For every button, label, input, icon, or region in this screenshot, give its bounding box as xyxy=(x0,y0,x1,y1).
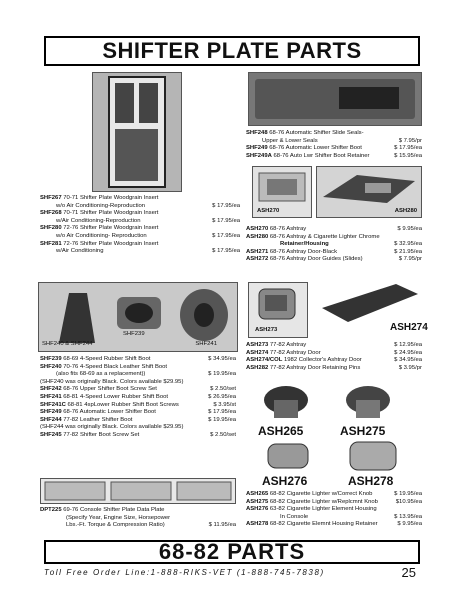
boots-list xyxy=(40,356,236,440)
list-item: w/Air Conditioning $ 17.95/ea xyxy=(56,248,240,255)
ashtray-door-panel-image xyxy=(318,278,422,324)
list-item: SHF241 68-81 4-Speed Lower Rubber Shift Boot $ 26.95/ea xyxy=(40,393,236,400)
list-item: Retainer/Housing $ 32.95/ea xyxy=(280,241,422,248)
ashtray-door-photo-b xyxy=(318,278,428,338)
photo-label: ASH280 xyxy=(394,208,417,215)
ashtray-photo-right xyxy=(316,166,422,218)
toll-free-line: Toll Free Order Line:1-888-RIKS-VET (1-888-745-7838) xyxy=(44,568,325,577)
data-plate-image xyxy=(41,479,235,503)
list-item: ASH270 68-76 Ashtray $ 9.95/ea xyxy=(246,226,422,232)
list-item: SHF239 68-69 4-Speed Rubber Shift Boot $ 34.95/ea xyxy=(40,356,236,362)
list-item: w/o Air Conditioning-Reproduction $ 17.95/ea xyxy=(56,202,240,209)
ashtray-door-photo-a xyxy=(248,282,308,338)
list-item: ASH280 68-76 Ashtray & Cigarette Lighter Chrome xyxy=(246,233,380,240)
list-item: SHF249A 68-76 Auto Lwr Shifter Boot Retainer $ 15.95/ea xyxy=(246,152,422,159)
list-item: ASH265 68-82 Cigarette Lighter w/Correct Knob $ 19.95/ea xyxy=(246,491,422,497)
list-item: SHF244 77-82 Leather Shifter Boot $ 19.95/ea xyxy=(40,416,236,423)
photo-label: ASH276 xyxy=(262,474,308,488)
lighter-photos xyxy=(246,378,422,488)
footer-title-box xyxy=(44,540,420,564)
photo-label: ASH274 xyxy=(390,322,428,333)
list-item: (Specify Year, Engine Size, Horsepower xyxy=(66,514,171,521)
list-item: ASH272 68-76 Ashtray Door Guides (Slides) $ 7.95/pr xyxy=(246,256,422,263)
list-item: ASH273 77-82 Ashtray $ 12.95/ea xyxy=(246,342,422,348)
list-item: (SHF240 was originally Black. Colors available $29.95) xyxy=(40,378,184,385)
slide-seal-image xyxy=(249,73,421,125)
list-item: w/Air Conditioning-Reproduction $ 17.95/ea xyxy=(56,217,240,224)
footer-title: 68-82 PARTS xyxy=(158,539,306,564)
photo-label: SHF240 & SHF244 xyxy=(42,341,93,348)
list-item: In Console $ 13.95/ea xyxy=(280,513,422,520)
list-item: ASH274/COL 1982 Collector's Ashtray Door $ 34.95/ea xyxy=(246,357,422,364)
page-title-box xyxy=(44,36,420,66)
photo-label: ASH278 xyxy=(348,474,394,488)
photo-label: SHF239 xyxy=(123,331,145,337)
list-item: SHF249 68-76 Automatic Lower Shifter Boot $ 17.95/ea xyxy=(40,409,236,416)
slide-seal-photo xyxy=(248,72,422,126)
list-item: Upper & Lower Seals $ 7.95/pr xyxy=(262,137,422,144)
list-item: ASH278 68-82 Cigarette Elemnt Housing Retainer $ 9.95/ea xyxy=(246,521,422,528)
list-item: SHF249 68-76 Automatic Lower Shifter Boot $ 17.95/ea xyxy=(246,145,422,152)
list-item: ASH271 68-76 Ashtray Door-Black $ 21.95/ea xyxy=(246,248,422,255)
ashtray-door-image xyxy=(249,283,307,325)
list-item: (SHF244 was originally Black. Colors available $29.95) xyxy=(40,424,184,431)
list-item: ASH276 63-82 Cigarette Lighter Element Housing xyxy=(246,506,377,513)
shifter-plate-photo xyxy=(92,72,182,192)
list-item: Lbs.-Ft. Torque & Compression Ratio) $ 11.95/ea xyxy=(66,522,236,529)
photo-label: ASH265 xyxy=(258,424,304,438)
ashtray-housing-image xyxy=(317,167,421,207)
list-item: DPT225 69-76 Console Shifter Plate Data Plate xyxy=(40,507,165,513)
dataplate-list xyxy=(40,507,236,530)
ashtray-image xyxy=(253,167,311,207)
list-item: SHF267 70-71 Shifter Plate Woodgrain Insert xyxy=(40,195,159,201)
page-title: SHIFTER PLATE PARTS xyxy=(102,38,362,63)
list-item: ASH275 68-82 Cigarette Lighter w/Replcmnt Knob $10.95/ea xyxy=(246,498,422,505)
list-item: SHF245 77-82 Shifter Boot Screw Set $ 2.50/set xyxy=(40,431,236,438)
photo-label: ASH270 xyxy=(257,208,280,215)
list-item: SHF241C 68-81 4spLower Rubber Shift Boot Screws $ 3.95/st xyxy=(40,401,236,408)
lighter-list xyxy=(246,491,422,529)
shift-boot-photos xyxy=(38,282,238,352)
list-item: ASH274 77-82 Ashtray Door $ 24.95/ea xyxy=(246,349,422,356)
door-list xyxy=(246,342,422,372)
list-item: w/o Air Conditioning- Reproduction $ 17.95/ea xyxy=(56,232,240,239)
photo-label: SHF241 xyxy=(195,341,217,348)
list-item: SHF242 68-76 Upper Shifter Boot Screw Set $ 2.50/set xyxy=(40,386,236,393)
list-item: SHF280 72-76 Shifter Plate Woodgrain Insert xyxy=(40,225,159,232)
seals-list xyxy=(246,130,422,160)
page-number: 25 xyxy=(401,565,416,580)
ashtray-photo-left xyxy=(252,166,312,218)
data-plate-photo xyxy=(40,478,236,504)
list-item: SHF281 72-76 Shifter Plate Woodgrain Insert xyxy=(40,240,159,247)
list-item: ASH282 77-82 Ashtray Door Retaining Pins $ 3.95/pr xyxy=(246,364,422,371)
ashtray-list xyxy=(246,226,422,264)
list-item: SHF240 70-76 4-Speed Black Leather Shift Boot xyxy=(40,363,168,370)
photo-label: ASH273 xyxy=(255,327,278,334)
list-item: (also fits 68-69 as a replacement)) $ 19.95/ea xyxy=(56,371,236,378)
photo-label: ASH275 xyxy=(340,424,386,438)
inserts-list xyxy=(40,195,240,256)
list-item: SHF248 68-76 Automatic Shifter Slide Seals- xyxy=(246,130,364,136)
shifter-plate-image xyxy=(93,73,181,191)
list-item: SHF268 70-71 Shifter Plate Woodgrain Insert xyxy=(40,210,159,217)
